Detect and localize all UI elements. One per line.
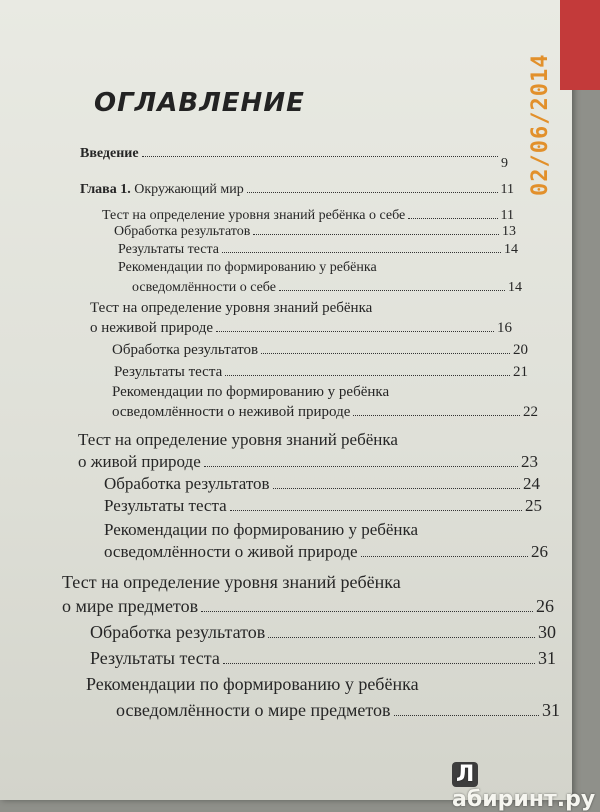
toc-leader xyxy=(223,663,535,664)
toc-entry-results[interactable] xyxy=(90,648,556,669)
toc-entry-processing[interactable] xyxy=(114,224,516,240)
toc-leader xyxy=(268,637,535,638)
toc-entry-processing[interactable] xyxy=(104,474,540,494)
toc-entry-label: Результаты теста xyxy=(90,648,220,668)
toc-entry-label: Рекомендации по формированию у ребёнка xyxy=(86,674,419,694)
toc-entry-results[interactable] xyxy=(114,364,528,381)
toc-entry-label: Тест на определение уровня знаний ребёнка xyxy=(90,300,373,316)
toc-entry-recommendations[interactable] xyxy=(132,280,522,296)
page-title: ОГЛАВЛЕНИЕ xyxy=(94,88,305,118)
toc-page-number: 11 xyxy=(500,182,514,197)
logo-text: абиринт.ру xyxy=(452,787,596,812)
toc-entry-label: Тест на определение уровня знаний ребёнка xyxy=(62,572,401,592)
toc-page-number: 24 xyxy=(523,474,540,493)
toc-entry-test-self[interactable] xyxy=(102,208,514,224)
toc-leader xyxy=(279,290,505,291)
toc-entry-label: о неживой природе xyxy=(90,320,213,336)
toc-entry-label: Тест на определение уровня знаний ребёнка о себе xyxy=(102,208,406,223)
toc-entry-label: Рекомендации по формированию у ребёнка xyxy=(118,260,377,275)
toc-page-number: 22 xyxy=(523,404,538,420)
toc-page-number: 9 xyxy=(501,156,508,171)
toc-page-number: 16 xyxy=(497,320,512,336)
toc-entry-label: Рекомендации по формированию у ребёнка xyxy=(112,384,390,400)
toc-entry-label: о живой природе xyxy=(78,452,201,471)
toc-leader xyxy=(261,353,510,354)
toc-entry-label: Обработка результатов xyxy=(112,342,259,358)
toc-entry-label: Обработка результатов xyxy=(90,622,266,642)
toc-page-number: 14 xyxy=(508,280,522,295)
toc-entry-test-inanimate[interactable] xyxy=(90,320,512,337)
toc-entry-label: Тест на определение уровня знаний ребёнка xyxy=(78,430,398,449)
toc-entry-label: Рекомендации по формированию у ребёнка xyxy=(104,520,419,539)
background-red-object xyxy=(560,0,600,90)
toc-entry-label: Обработка результатов xyxy=(114,224,251,239)
toc-leader xyxy=(204,466,518,467)
toc-page-number: 26 xyxy=(531,542,548,561)
toc-leader xyxy=(353,415,520,416)
toc-page-number: 11 xyxy=(500,208,514,223)
toc-leader xyxy=(230,510,522,511)
toc-entry-results[interactable] xyxy=(104,496,542,516)
toc-entry-label: осведомлённости о неживой природе xyxy=(112,404,351,420)
toc-entry-label: о мире предметов xyxy=(62,596,199,616)
toc-entry-label: Результаты теста xyxy=(104,496,227,515)
toc-leader xyxy=(142,156,498,157)
toc-entry-results[interactable] xyxy=(118,242,518,258)
toc-leader xyxy=(222,252,501,253)
toc-leader xyxy=(394,715,539,716)
toc-leader xyxy=(225,375,510,376)
toc-entry-label: Результаты теста xyxy=(118,242,220,257)
toc-page-number: 13 xyxy=(502,224,516,239)
toc-entry-processing[interactable] xyxy=(90,622,556,643)
toc-leader xyxy=(273,488,520,489)
toc-page-number: 31 xyxy=(542,700,560,720)
toc-entry-recommendations[interactable] xyxy=(112,404,538,421)
toc-page-number: 23 xyxy=(521,452,538,471)
toc-entry-label: Результаты теста xyxy=(114,364,223,380)
toc-leader xyxy=(201,611,533,612)
toc-leader xyxy=(253,234,499,235)
toc-entry-recommendations[interactable] xyxy=(116,700,560,721)
toc-entry-intro[interactable] xyxy=(80,146,508,171)
toc-entry-label: Обработка результатов xyxy=(104,474,270,493)
date-stamp: 02/06/2014 xyxy=(528,53,553,196)
toc-page-number: 21 xyxy=(513,364,528,380)
toc-page-number: 30 xyxy=(538,622,556,642)
toc-page-number: 20 xyxy=(513,342,528,358)
toc-entry-chapter-1[interactable] xyxy=(80,182,514,198)
toc-entry-processing[interactable] xyxy=(112,342,528,359)
toc-leader xyxy=(408,218,497,219)
toc-entry-label: Глава 1. Окружающий мир xyxy=(80,182,244,197)
toc-entry-label: Введение xyxy=(80,146,139,161)
toc-entry-label: осведомлённости о живой природе xyxy=(104,542,358,561)
toc-page-number: 31 xyxy=(538,648,556,668)
toc-leader xyxy=(361,556,528,557)
toc-leader xyxy=(247,192,498,193)
toc-page-number: 26 xyxy=(536,596,554,616)
toc-entry-label: осведомлённости о мире предметов xyxy=(116,700,391,720)
logo-letter: Л xyxy=(452,762,478,787)
toc-page-number: 14 xyxy=(504,242,518,257)
toc-entry-recommendations[interactable] xyxy=(104,542,548,562)
toc-leader xyxy=(216,331,494,332)
toc-entry-label: осведомлённости о себе xyxy=(132,280,276,295)
toc-page-number: 25 xyxy=(525,496,542,515)
toc-entry-test-living[interactable] xyxy=(78,452,538,472)
labirint-watermark-logo xyxy=(452,762,600,812)
toc-entry-test-objects[interactable] xyxy=(62,596,554,617)
